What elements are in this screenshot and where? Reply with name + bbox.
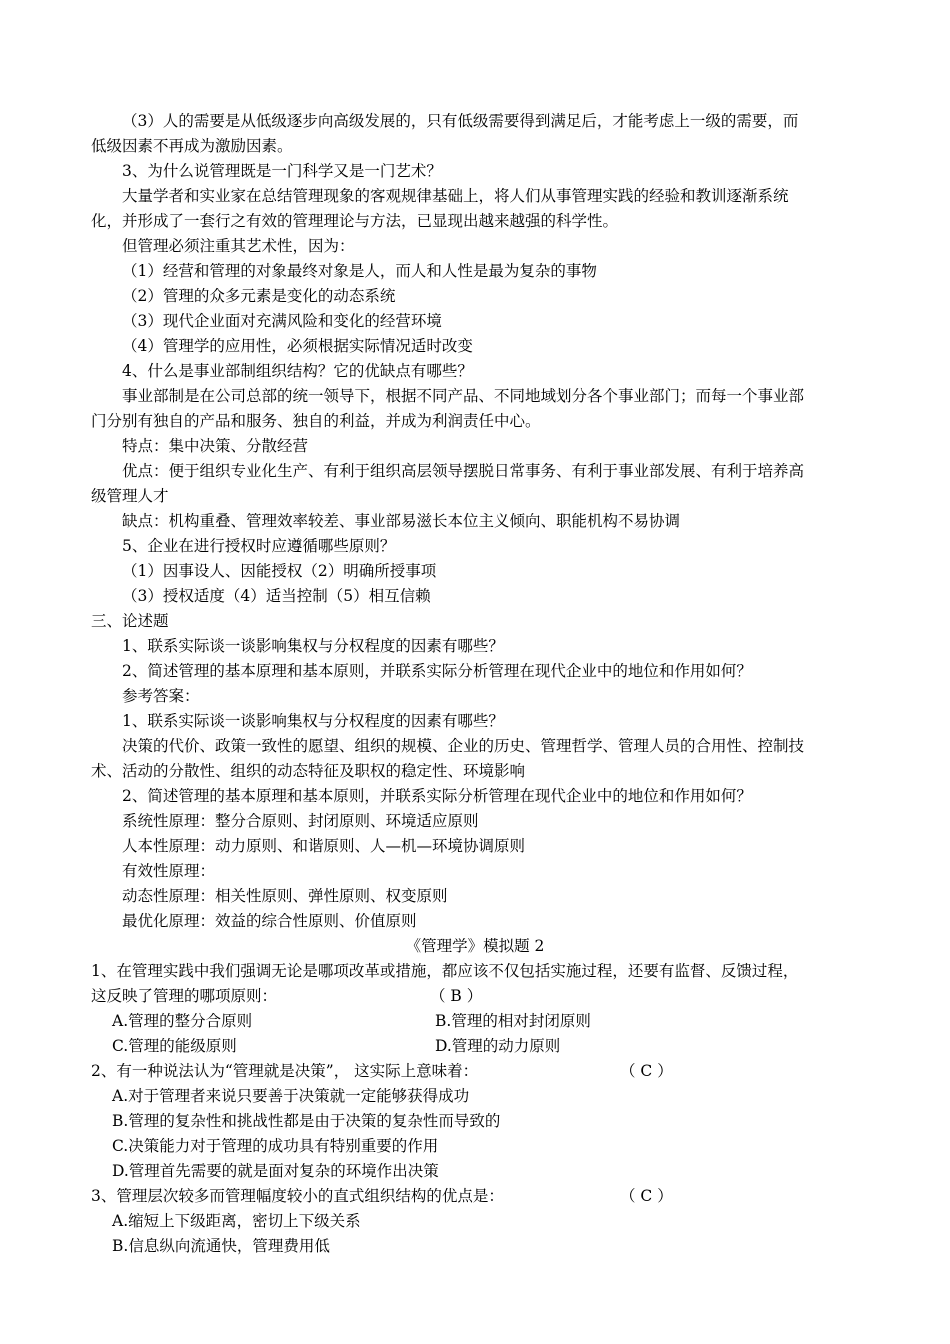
paragraph-line: 大量学者和实业家在总结管理现象的客观规律基础上，将人们从事管理实践的经验和教训逐渐系统 bbox=[122, 187, 789, 205]
section-heading: 三、论述题 bbox=[91, 612, 169, 630]
list-item: （1）因事设人、因能授权（2）明确所授事项 bbox=[122, 562, 437, 580]
paragraph-line: 决策的代价、政策一致性的愿望、组织的规模、企业的历史、管理哲学、管理人员的合用性、控制技 bbox=[122, 737, 805, 755]
option-b: B.管理的相对封闭原则 bbox=[435, 1012, 591, 1030]
paragraph-line: （3）人的需要是从低级逐步向高级发展的，只有低级需要得到满足后，才能考虑上一级的需要，而 bbox=[122, 112, 799, 130]
answer-badge: （ C ） bbox=[620, 1187, 673, 1205]
option-a: A.对于管理者来说只要善于决策就一定能够获得成功 bbox=[112, 1087, 470, 1105]
paragraph-line: 参考答案： bbox=[122, 687, 200, 705]
paragraph-line: 人本性原理：动力原则、和谐原则、人—机—环境协调原则 bbox=[122, 837, 526, 855]
question-text: 这反映了管理的哪项原则： bbox=[91, 987, 278, 1005]
option-b: B.管理的复杂性和挑战性都是由于决策的复杂性而导致的 bbox=[112, 1112, 501, 1130]
paragraph-line: 特点：集中决策、分散经营 bbox=[122, 437, 309, 455]
paragraph-line: 级管理人才 bbox=[91, 487, 169, 505]
question-text: 2、有一种说法认为“管理就是决策”， 这实际上意味着： bbox=[91, 1062, 479, 1080]
paragraph-line: 有效性原理： bbox=[122, 862, 216, 880]
paragraph-line: 门分别有独自的产品和服务、独自的利益，并成为利润责任中心。 bbox=[91, 412, 541, 430]
section-title: 《管理学》模拟题 2 bbox=[405, 937, 545, 955]
question-heading: 5、企业在进行授权时应遵循哪些原则？ bbox=[122, 537, 396, 555]
option-d: D.管理首先需要的就是面对复杂的环境作出决策 bbox=[112, 1162, 439, 1180]
question-heading: 2、简述管理的基本原理和基本原则，并联系实际分析管理在现代企业中的地位和作用如何？ bbox=[122, 787, 752, 805]
paragraph-line: 化，并形成了一套行之有效的管理理论与方法，已显现出越来越强的科学性。 bbox=[91, 212, 619, 230]
paragraph-line: 优点：便于组织专业化生产、有利于组织高层领导摆脱日常事务、有利于事业部发展、有利于培养高 bbox=[122, 462, 805, 480]
paragraph-line: 缺点：机构重叠、管理效率较差、事业部易滋长本位主义倾向、职能机构不易协调 bbox=[122, 512, 681, 530]
list-item: （1）经营和管理的对象最终对象是人，而人和人性是最为复杂的事物 bbox=[122, 262, 597, 280]
question-heading: 3、为什么说管理既是一门科学又是一门艺术？ bbox=[122, 162, 442, 180]
option-a: A.缩短上下级距离，密切上下级关系 bbox=[112, 1212, 361, 1230]
list-item: （3）授权适度（4）适当控制（5）相互信赖 bbox=[122, 587, 431, 605]
paragraph-line: 系统性原理：整分合原则、封闭原则、环境适应原则 bbox=[122, 812, 479, 830]
paragraph-line: 动态性原理：相关性原则、弹性原则、权变原则 bbox=[122, 887, 448, 905]
option-c: C.管理的能级原则 bbox=[112, 1037, 237, 1055]
list-item: （2）管理的众多元素是变化的动态系统 bbox=[122, 287, 396, 305]
paragraph-line: 低级因素不再成为激励因素。 bbox=[91, 137, 293, 155]
question-heading: 2、简述管理的基本原理和基本原则，并联系实际分析管理在现代企业中的地位和作用如何？ bbox=[122, 662, 752, 680]
list-item: （3）现代企业面对充满风险和变化的经营环境 bbox=[122, 312, 442, 330]
answer-badge: （ C ） bbox=[620, 1062, 673, 1080]
question-heading: 4、什么是事业部制组织结构？它的优缺点有哪些？ bbox=[122, 362, 473, 380]
question-text: 3、管理层次较多而管理幅度较小的直式组织结构的优点是： bbox=[91, 1187, 504, 1205]
option-d: D.管理的动力原则 bbox=[435, 1037, 561, 1055]
question-heading: 1、联系实际谈一谈影响集权与分权程度的因素有哪些？ bbox=[122, 712, 504, 730]
question-heading: 1、联系实际谈一谈影响集权与分权程度的因素有哪些？ bbox=[122, 637, 504, 655]
option-b: B.信息纵向流通快，管理费用低 bbox=[112, 1237, 330, 1255]
paragraph-line: 事业部制是在公司总部的统一领导下，根据不同产品、不同地域划分各个事业部门；而每一个事业部 bbox=[122, 387, 805, 405]
paragraph-line: 最优化原理：效益的综合性原则、价值原则 bbox=[122, 912, 417, 930]
option-c: C.决策能力对于管理的成功具有特别重要的作用 bbox=[112, 1137, 439, 1155]
list-item: （4）管理学的应用性，必须根据实际情况适时改变 bbox=[122, 337, 473, 355]
question-text: 1、在管理实践中我们强调无论是哪项改革或措施，都应该不仅包括实施过程，还要有监督、反馈过程， bbox=[91, 962, 799, 980]
paragraph-line: 术、活动的分散性、组织的动态特征及职权的稳定性、环境影响 bbox=[91, 762, 526, 780]
answer-badge: （ B ） bbox=[430, 987, 483, 1005]
option-a: A.管理的整分合原则 bbox=[112, 1012, 253, 1030]
paragraph-line: 但管理必须注重其艺术性，因为： bbox=[122, 237, 355, 255]
